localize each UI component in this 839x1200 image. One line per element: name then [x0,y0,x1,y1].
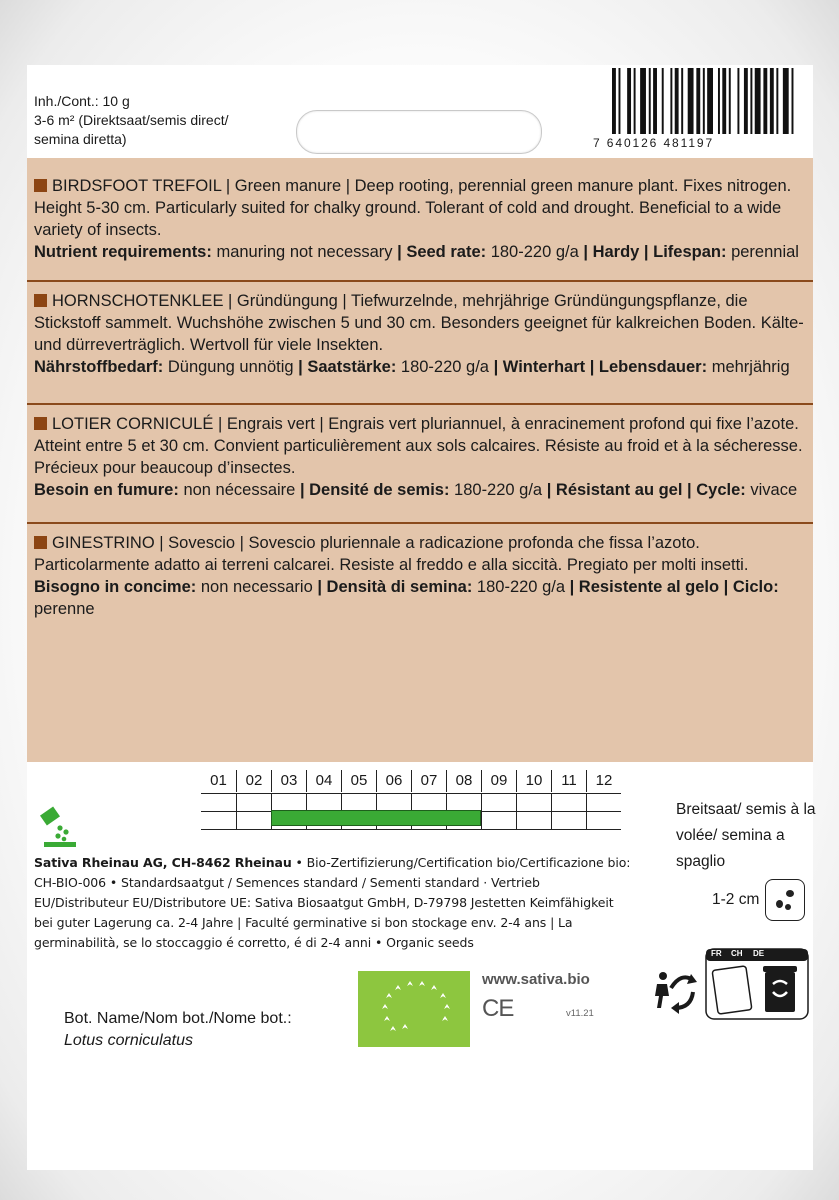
barcode-bar [722,68,726,134]
sowing-calendar [201,770,621,830]
month-label: 10 [516,770,551,792]
month-label: 01 [210,772,227,789]
barcode-bar [763,68,767,134]
description-text: | Sovescio | Sovescio pluriennale a radicazione profonda che fissa l’azoto. Particolarmente adatto ai terreni calcarei. Resiste al freddo e alla siccità. Pregiato per molti insetti. [34,534,749,574]
description-text: | Green manure | Deep rooting, perennial green manure plant. Fixes nitrogen. Height 5-30 cm. Particularly suited for chalky ground. Tolerant of cold and drought. Beneficial to a wide variety of insects. [34,177,792,239]
barcode-bar [612,68,616,134]
nutrient-value: non necessario [196,578,318,596]
barcode-bar [681,68,683,134]
plant-title: GINESTRINO [52,534,155,552]
month-label: 07 [411,770,446,792]
barcode-bar [618,68,620,134]
bullet-square [34,536,47,549]
barcode-bar [707,68,713,134]
barcode-bar [649,68,651,134]
barcode-number: 7 640126 481197 [593,136,715,150]
website: www.sativa.bio [482,971,590,988]
seed-rate-value: 180-220 g/a [449,481,547,499]
divider [27,280,813,282]
barcode-bar [744,68,748,134]
barcode-bar [783,68,789,134]
description-it [34,532,806,620]
sowing-period-bar [271,810,481,826]
plant-title: LOTIER CORNICULÉ [52,415,214,433]
hang-hole [296,110,542,154]
latin-name: Lotus corniculatus [64,1032,193,1049]
company-info [34,853,632,953]
nutrient-label: Bisogno in concime: [34,578,197,596]
barcode-bar [792,68,794,134]
barcode-bar [675,68,679,134]
seed-rate-label: | Seed rate: [397,243,487,261]
content-line: Inh./Cont.: 10 g [34,93,130,109]
seed-rate-label: | Saatstärke: [298,358,397,376]
ce-mark: CE [482,995,514,1022]
calendar-column-line [586,793,587,830]
seed-rate-value: 180-220 g/a [486,243,584,261]
plant-title: BIRDSFOOT TREFOIL [52,177,222,195]
botanical-name [64,1008,292,1052]
seed-rate-value: 180-220 g/a [472,578,570,596]
calendar-column-line [516,793,517,830]
lifespan-value: perenne [34,600,95,618]
version: v11.21 [566,1008,594,1019]
barcode-bar [688,68,694,134]
barcode-bar [750,68,752,134]
country-code: CH [731,949,743,958]
calendar-column-line [481,793,482,830]
nutrient-value: manuring not necessary [211,243,398,261]
description-panel [27,158,813,762]
description-de [34,290,806,378]
barcode-bar [627,68,631,134]
barcode-bar [703,68,705,134]
barcode-bar [770,68,774,134]
hardy-label: | Winterhart | Lebensdauer: [493,358,708,376]
barcode-bar [755,68,761,134]
bullet-square [34,179,47,192]
description-text: | Engrais vert | Engrais vert pluriannuel, à enracinement profond qui fixe l’azote. Atteint entre 5 et 30 cm. Convient particulièrement aux sols calcaires. Résiste au froid et à la sécheresse. Précieux pour beaucoup d’insectes. [34,415,803,477]
eu-organic-logo [358,971,470,1047]
month-label: 09 [481,770,516,792]
barcode-bar [640,68,646,134]
hardy-label: | Resistente al gelo | Ciclo: [569,578,779,596]
plant-title: HORNSCHOTENKLEE [52,292,224,310]
nutrient-label: Nutrient requirements: [34,243,212,261]
barcode-bar [653,68,657,134]
nutrient-value: non nécessaire [178,481,300,499]
month-label: 06 [376,770,411,792]
seed-rate-value: 180-220 g/a [396,358,494,376]
company-text: • Bio-Zertifizierung/Certification bio/Certificazione bio: CH-BIO-006 • Standardsaatgut / Semences standard / Sementi standard · Vertrieb EU/Distributeur EU/Distributore UE: Sativa Biosaatgut GmbH, D-79798 Jestetten Keimfähigkeit bei guter Lagerung ca. 2-4 Jahre | Faculté germinative si bon stockage env. 2-4 ans | La germinabilità, se lo stoccaggio é corretto, é di 2-4 anni • Organic seeds [34,855,631,950]
barcode-bar [670,68,672,134]
company-name: Sativa Rheinau AG, CH-8462 Rheinau [34,855,292,870]
calendar-column-line [236,793,237,830]
sowing-depth: 1-2 cm [712,891,760,908]
seed-depth-icon [765,879,805,921]
month-label: 04 [306,770,341,792]
month-label: 03 [271,770,306,792]
barcode-bar [696,68,700,134]
barcode [612,68,798,138]
sowing-method: Breitsaat/ semis à la volée/ semina a spaglio [676,801,816,870]
lifespan-value: vivace [745,481,798,499]
botanical-label: Bot. Name/Nom bot./Nome bot.: [64,1010,292,1027]
content-line: semina diretta) [34,131,127,147]
content-info [34,92,228,149]
seed-rate-label: | Densità di semina: [317,578,473,596]
nutrient-value: Düngung unnötig [163,358,299,376]
calendar-months [201,770,621,792]
country-code: FR [711,949,722,958]
description-en [34,175,806,263]
divider [27,522,813,524]
seed-rate-label: | Densité de semis: [299,481,450,499]
barcode-bar [718,68,720,134]
month-label: 08 [446,770,481,792]
barcode-bar [729,68,731,134]
description-text: | Gründüngung | Tiefwurzelnde, mehrjährige Gründüngungspflanze, die Stickstoff sammelt. Wuchshöhe zwischen 5 und 30 cm. Besonders geeignet für kalkreichen Boden. Kälte- und dürreverträglich. Wertvoll für viele Insekten. [34,292,804,354]
barcode-bar [776,68,778,134]
month-label: 11 [551,770,586,792]
sowing-hand-icon [38,798,78,848]
recycle-icon [647,962,703,1016]
divider [27,403,813,405]
month-label: 05 [341,770,376,792]
waste-sorting-icon [705,948,809,1020]
barcode-bar [737,68,739,134]
calendar-column-line [551,793,552,830]
barcode-bar [634,68,636,134]
barcode-bar [662,68,664,134]
nutrient-label: Nährstoffbedarf: [34,358,164,376]
description-fr [34,413,806,501]
lifespan-value: mehrjährig [707,358,790,376]
content-line: 3-6 m² (Direktsaat/semis direct/ [34,112,229,128]
nutrient-label: Besoin en fumure: [34,481,179,499]
bullet-square [34,417,47,430]
lifespan-value: perennial [726,243,799,261]
hardy-label: | Hardy | Lifespan: [583,243,727,261]
bullet-square [34,294,47,307]
month-label: 12 [586,770,621,792]
month-label: 02 [236,770,271,792]
hardy-label: | Résistant au gel | Cycle: [546,481,746,499]
country-code: DE [753,949,765,958]
